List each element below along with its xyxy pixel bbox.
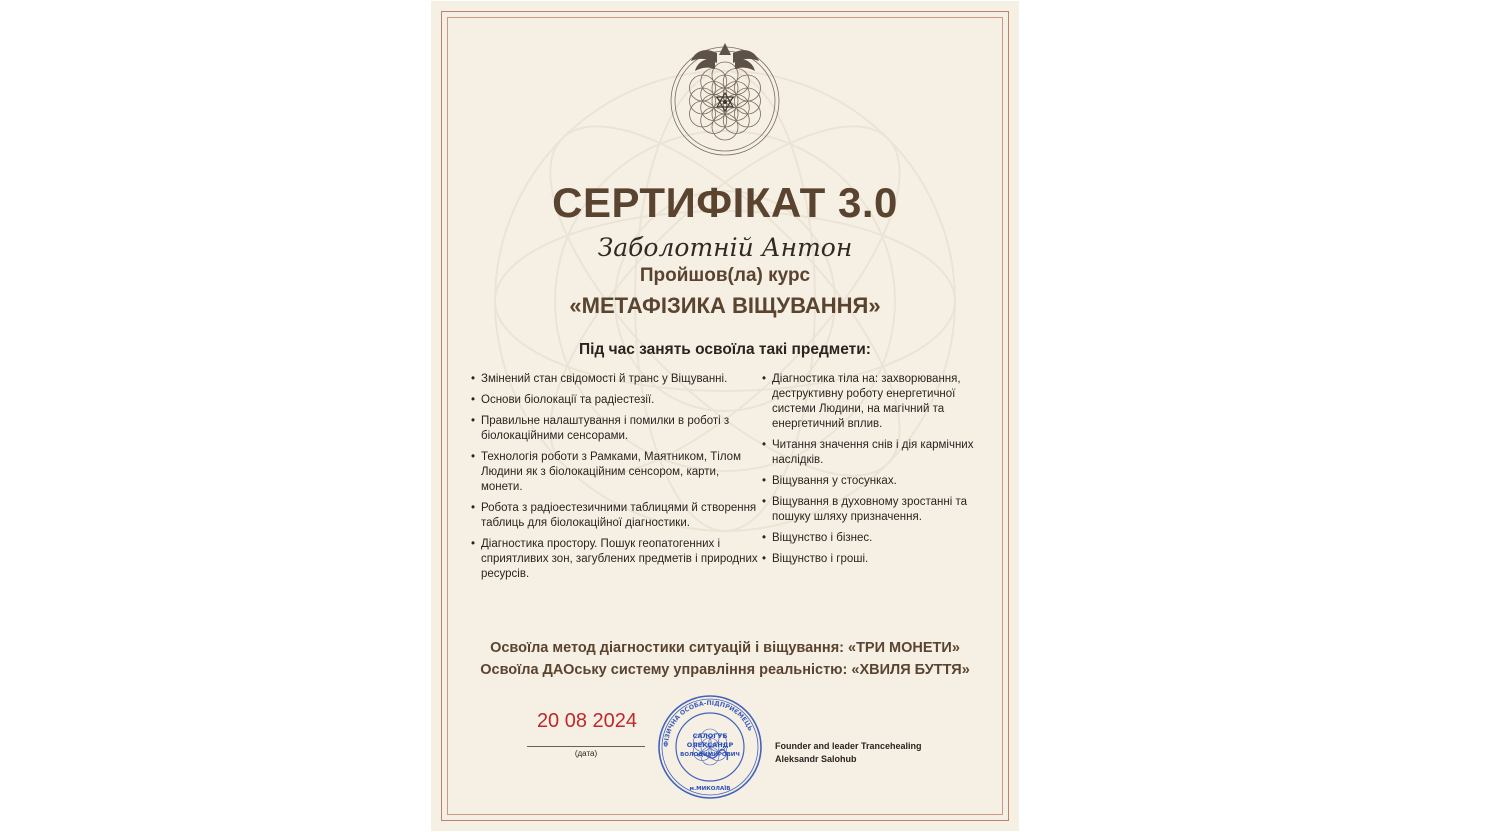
stamp-city: м.МИКОЛАЇВ (689, 786, 731, 792)
certificate-title: СЕРТИФІКАТ 3.0 (552, 179, 898, 226)
list-item: • Читання значення снів і дія кармічних наслідків. (762, 438, 992, 468)
stamp-outer-text: ФІЗИЧНА ОСОБА-ПІДПРИЄМЕЦЬ (662, 699, 754, 748)
founder-name: Aleksandr Salohub (775, 754, 857, 764)
course-name: «МЕТАФІЗИКА ВІЩУВАННЯ» (569, 293, 881, 318)
date-caption: (дата) (574, 749, 598, 758)
list-item: • Робота з радіоестезичними таблицями й створення таблиць для біолокаційної діагностики. (471, 501, 761, 531)
subjects-list-right (762, 372, 992, 573)
stamp-line-1: САЛОГУБ (692, 732, 728, 740)
subjects-heading: Під час занять освоїла такі предмети: (579, 341, 871, 358)
founder-signature-block (775, 740, 975, 766)
passed-course-label: Пройшов(ла) курс (639, 265, 811, 286)
flower-of-life-emblem-icon (665, 37, 785, 159)
method-three-coins: Освоїла метод діагностики ситуацій і віщування: «ТРИ МОНЕТИ» (490, 640, 960, 656)
list-item: • Правильне налаштування і помилки в роботі з біолокаційними сенсорами. (471, 414, 761, 444)
issue-date: 20 08 2024 (536, 710, 638, 732)
list-item: • Діагностика тіла на: захворювання, деструктивну роботу енергетичної системи Людини, на магічний та енергетичний вплив. (762, 372, 992, 432)
list-item: • Основи біолокації та радіестезії. (471, 393, 761, 408)
list-item: • Віщунство і гроші. (762, 552, 992, 567)
list-item: • Віщування у стосунках. (762, 474, 992, 489)
founder-title: Founder and leader Trancehealing (775, 741, 922, 751)
certificate (431, 1, 1019, 831)
method-wave-of-being: Освоїла ДАОську систему управління реальністю: «ХВИЛЯ БУТТЯ» (480, 662, 970, 678)
list-item: • Діагностика простору. Пошук геопатогенних і сприятливих зон, загублених предметів і природних ресурсів. (471, 537, 761, 582)
recipient-name: Заболотній Антон (597, 233, 853, 262)
stamp-line-2: ОЛЕКСАНДР (686, 741, 734, 749)
stamp-line-3: ВОЛОДИМИРОВИЧ (680, 752, 740, 758)
official-seal-icon (657, 694, 763, 800)
list-item: • Віщування в духовному зростанні та пошуку шляху призначення. (762, 495, 992, 525)
list-item: • Технологія роботи з Рамками, Маятником, Тілом Людини як з біолокаційним сенсором, карти, монети. (471, 450, 761, 495)
subjects-list-left (471, 372, 761, 588)
list-item: • Змінений стан свідомості й транс у Віщуванні. (471, 372, 761, 387)
list-item: • Віщунство і бізнес. (762, 531, 992, 546)
date-underline (527, 746, 645, 747)
